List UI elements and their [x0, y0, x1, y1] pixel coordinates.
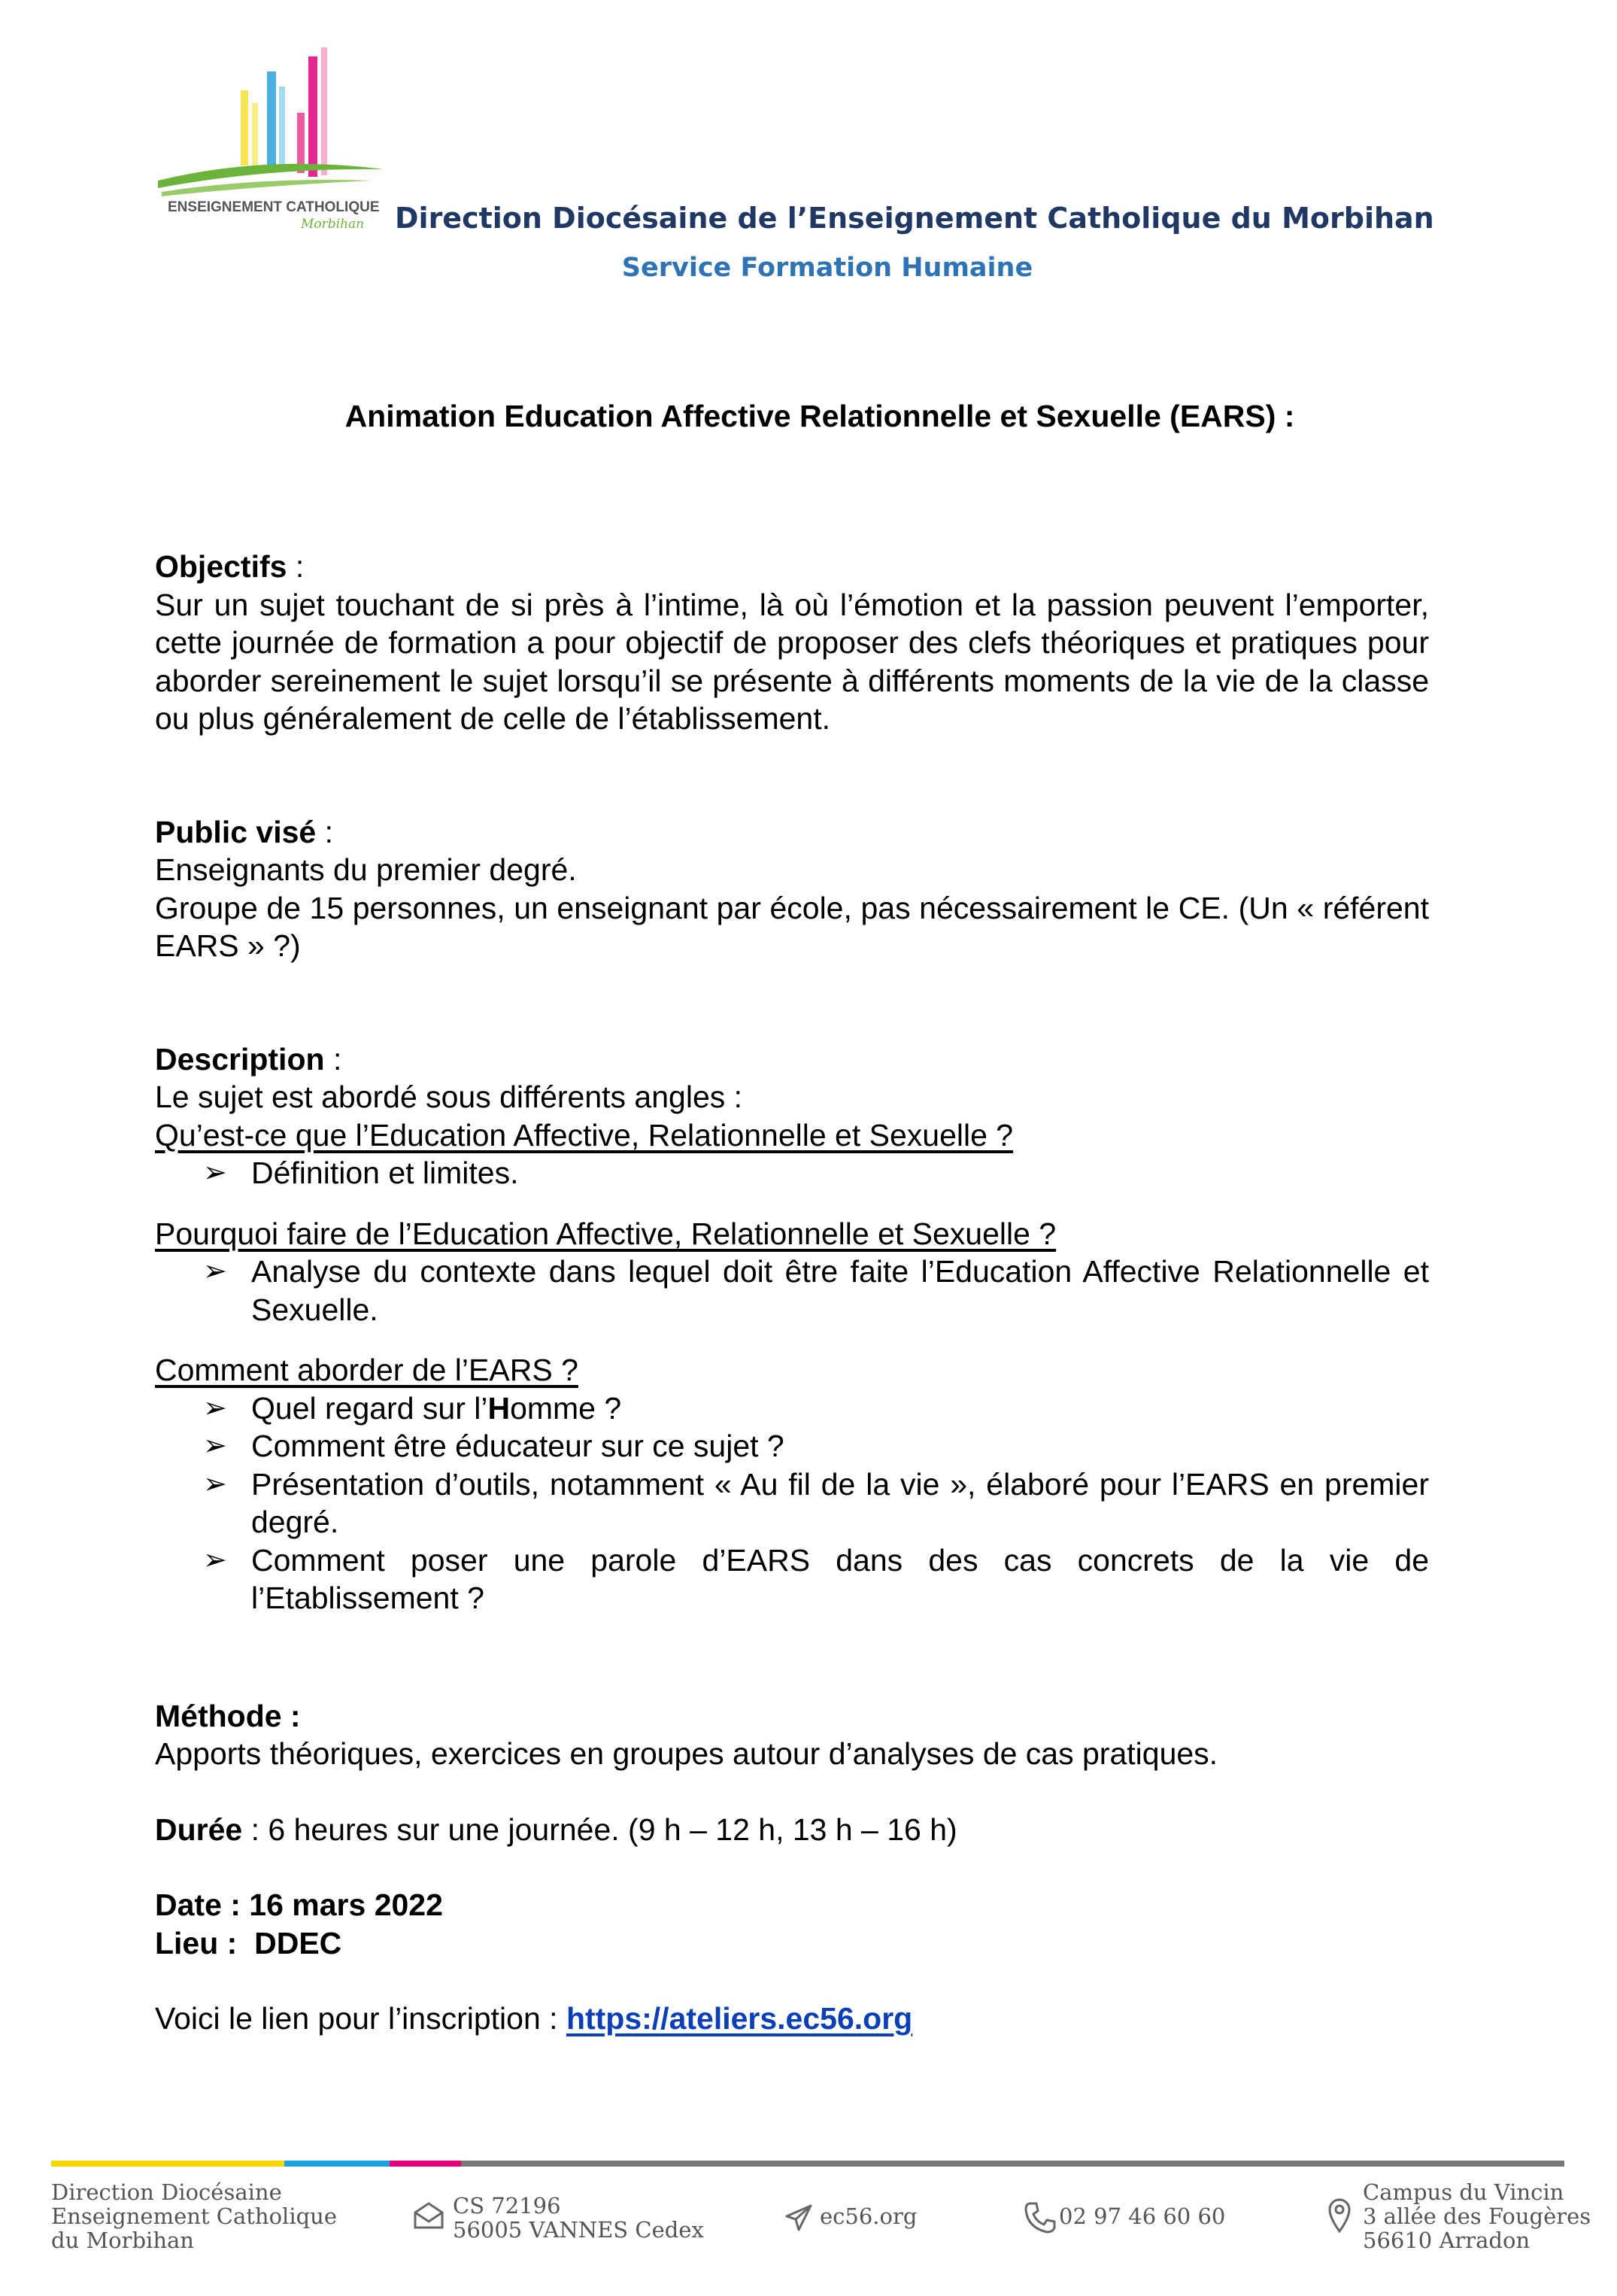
description-separator: : — [324, 1041, 342, 1077]
list-item — [155, 1541, 1429, 1617]
description-heading-line — [155, 1040, 1429, 1079]
phone-icon — [1023, 2200, 1056, 2235]
footer-postal — [453, 2194, 704, 2242]
footer-organization — [51, 2180, 337, 2252]
footer-bar-pink — [390, 2161, 461, 2167]
arrow-bullet-icon: ➢ — [203, 1157, 227, 1189]
footer-website[interactable]: ec56.org — [820, 2203, 918, 2229]
arrow-bullet-icon: ➢ — [203, 1392, 227, 1424]
methode-heading — [155, 1697, 1429, 1736]
question-1-list — [155, 1154, 1429, 1192]
inscription-text: Voici le lien pour l’inscription : — [155, 2001, 566, 2036]
arrow-bullet-icon: ➢ — [203, 1256, 227, 1287]
header-organization: Direction Diocésaine de l’Enseignement Catholique du Morbihan — [395, 202, 1434, 235]
list-item-text: Définition et limites. — [251, 1156, 519, 1190]
footer-postal-line-2: 56005 VANNES Cedex — [453, 2217, 704, 2243]
list-item-text: Analyse du contexte dans lequel doit être faite l’Education Affective Relationnelle et Sexuelle. — [251, 1254, 1429, 1327]
footer-bar-yellow — [51, 2161, 284, 2167]
public-line-2: Groupe de 15 personnes, un enseignant par école, pas nécessairement le CE. (Un « référent EARS » ?) — [155, 890, 1429, 963]
footer-org-line-2: Enseignement Catholique — [51, 2203, 338, 2229]
logo-text: ENSEIGNEMENT CATHOLIQUE — [168, 199, 380, 215]
list-item — [155, 1465, 1429, 1541]
date-line — [155, 1886, 1429, 1924]
question-3-list — [155, 1389, 1429, 1617]
question-3: Comment aborder de l’EARS ? — [155, 1353, 578, 1387]
list-item-text: Comment poser une parole d’EARS dans des cas concrets de la vie de l’Etablissement ? — [251, 1542, 1429, 1615]
footer-bar-grey — [461, 2161, 1564, 2167]
objectifs-text: Sur un sujet touchant de si près à l’intime, là où l’émotion et la passion peuvent l’emporter, cette journée de formation a pour objectif de proposer des clefs théoriques et pratiques pour aborder sereinement le sujet lorsqu’il se présente à différents moments de la vie de la classe ou plus généralement de celle de l’établissement. — [155, 587, 1429, 736]
footer-address-line-3: 56610 Arradon — [1363, 2228, 1531, 2253]
document-title: Animation Education Affective Relationnelle et Sexuelle (EARS) : — [344, 399, 1295, 433]
duree-label: Durée — [155, 1812, 243, 1847]
description-intro: Le sujet est abordé sous différents angles : — [155, 1080, 743, 1114]
footer-address-line-2: 3 allée des Fougères — [1363, 2203, 1591, 2229]
date-label: Date : 16 mars 2022 — [155, 1888, 443, 1922]
footer-org-line-3: du Morbihan — [51, 2228, 194, 2253]
objectifs-heading: Objectifs — [155, 549, 287, 584]
objectifs-heading-line — [155, 548, 1429, 586]
public-heading-line — [155, 813, 1429, 852]
logo — [154, 41, 387, 233]
footer-org-line-1: Direction Diocésaine — [51, 2179, 282, 2205]
list-item-text: Présentation d’outils, notamment « Au fil de la vie », élaboré pour l’EARS en premier degré. — [251, 1466, 1429, 1539]
lieu-line — [155, 1924, 1429, 1963]
arrow-bullet-icon: ➢ — [203, 1468, 227, 1500]
question-2: Pourquoi faire de l’Education Affective, Relationnelle et Sexuelle ? — [155, 1216, 1057, 1251]
lieu-label: Lieu : DDEC — [155, 1925, 342, 1960]
question-1: Qu’est-ce que l’Education Affective, Relationnelle et Sexuelle ? — [155, 1117, 1014, 1153]
public-line-1: Enseignants du premier degré. — [155, 852, 577, 887]
header-service: Service Formation Humaine — [621, 253, 1033, 283]
envelope-icon — [412, 2200, 445, 2231]
list-item-text: Comment être éducateur sur ce sujet ? — [251, 1429, 784, 1463]
duree-text: : 6 heures sur une journée. (9 h – 12 h, 13 h – 16 h) — [242, 1812, 957, 1847]
public-separator: : — [316, 814, 334, 849]
footer-address-line-1: Campus du Vincin — [1363, 2179, 1564, 2205]
methode-heading-text: Méthode : — [155, 1698, 301, 1733]
list-item — [155, 1154, 1429, 1192]
public-heading: Public visé — [155, 814, 317, 849]
footer-color-bar — [51, 2161, 1564, 2167]
description-heading: Description — [155, 1041, 325, 1077]
location-pin-icon — [1327, 2197, 1352, 2234]
arrow-bullet-icon: ➢ — [203, 1430, 227, 1462]
inscription-link[interactable]: https://ateliers.ec56.org — [566, 2001, 913, 2036]
footer-bar-blue — [284, 2161, 390, 2167]
list-item — [155, 1389, 1429, 1428]
arrow-bullet-icon: ➢ — [203, 1544, 227, 1576]
footer-postal-line-1: CS 72196 — [453, 2193, 561, 2219]
duree-line — [155, 1811, 1429, 1849]
paper-plane-icon — [784, 2203, 814, 2233]
list-item-text: Quel regard sur l’Homme ? — [251, 1390, 622, 1426]
objectifs-separator: : — [287, 549, 305, 584]
footer-phone[interactable]: 02 97 46 60 60 — [1059, 2203, 1226, 2229]
document-body — [155, 548, 1429, 2038]
methode-text: Apports théoriques, exercices en groupes autour d’analyses de cas pratiques. — [155, 1736, 1218, 1771]
question-2-list — [155, 1253, 1429, 1329]
list-item — [155, 1427, 1429, 1465]
logo-graphic — [154, 41, 387, 233]
list-item — [155, 1253, 1429, 1329]
footer-address — [1363, 2180, 1591, 2252]
logo-subtext: Morbihan — [301, 217, 365, 232]
inscription-line — [155, 2000, 1429, 2038]
